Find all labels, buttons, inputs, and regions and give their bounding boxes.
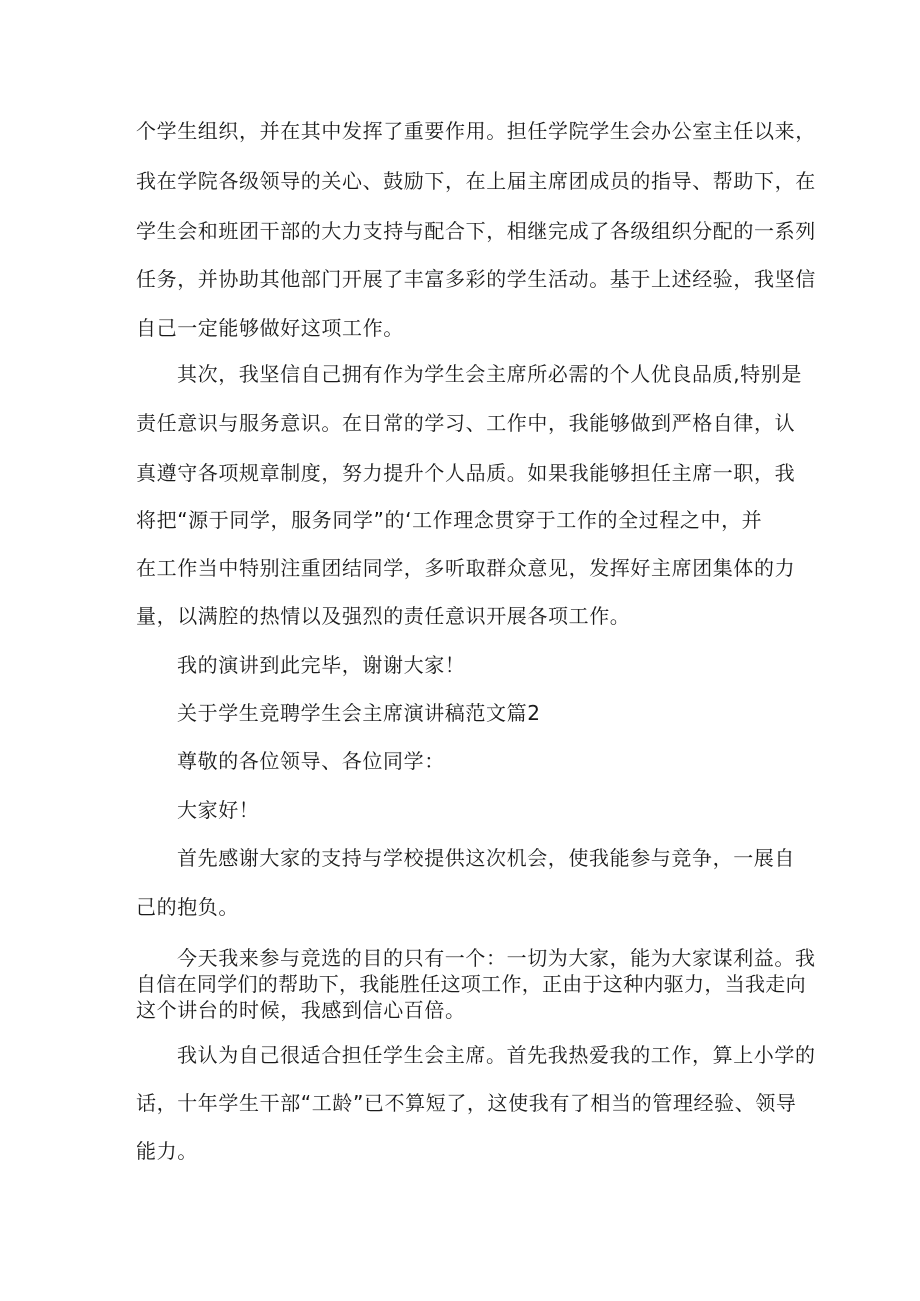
text-line: 自己一定能够做好这项工作。 bbox=[136, 316, 404, 340]
greeting: 大家好！ bbox=[177, 798, 260, 822]
text-line: 任务，并协助其他部门开展了丰富多彩的学生活动。基于上述经验，我坚信 bbox=[136, 267, 816, 291]
salutation: 尊敬的各位领导、各位同学： bbox=[177, 749, 445, 773]
text-line: 我认为自己很适合担任学生会主席。首先我热爱我的工作，算上小学的 bbox=[177, 1043, 816, 1067]
text-line: 首先感谢大家的支持与学校提供这次机会，使我能参与竞争，一展自 bbox=[177, 846, 795, 870]
text-line: 自信在同学们的帮助下，我能胜任这项工作，正由于这种内驱力，当我走向 bbox=[136, 972, 806, 996]
text-line: 将把“源于同学，服务同学”的‘工作理念贯穿于工作的全过程之中，并 bbox=[136, 508, 763, 532]
text-line: 我在学院各级领导的关心、鼓励下，在上届主席团成员的指导、帮助下，在 bbox=[136, 169, 816, 193]
text-line: 量，以满腔的热情以及强烈的责任意识开展各项工作。 bbox=[136, 604, 631, 628]
text-line: 真遵守各项规章制度，努力提升个人品质。如果我能够担任主席一职，我 bbox=[136, 461, 796, 485]
section-title: 关于学生竞聘学生会主席演讲稿范文篇2 bbox=[177, 701, 541, 725]
closing-line: 我的演讲到此完毕，谢谢大家！ bbox=[177, 653, 466, 677]
text-line: 己的抱负。 bbox=[136, 895, 239, 919]
text-line: 其次，我坚信自己拥有作为学生会主席所必需的个人优良品质,特别是 bbox=[177, 362, 802, 386]
text-line: 在工作当中特别注重团结同学，多听取群众意见，发挥好主席团集体的力 bbox=[136, 556, 796, 580]
text-line: 个学生组织，并在其中发挥了重要作用。担任学院学生会办公室主任以来， bbox=[136, 119, 816, 143]
text-line: 今天我来参与竞选的目的只有一个：一切为大家，能为大家谋利益。我 bbox=[177, 946, 816, 970]
text-line: 责任意识与服务意识。在日常的学习、工作中，我能够做到严格自律，认 bbox=[136, 411, 796, 435]
text-line: 话，十年学生干部“工龄”已不算短了，这使我有了相当的管理经验、领导 bbox=[136, 1091, 797, 1115]
text-line: 这个讲台的时候，我感到信心百倍。 bbox=[136, 998, 466, 1022]
text-line: 学生会和班团干部的大力支持与配合下，相继完成了各级组织分配的一系列 bbox=[136, 219, 816, 243]
text-line: 能力。 bbox=[136, 1139, 198, 1163]
